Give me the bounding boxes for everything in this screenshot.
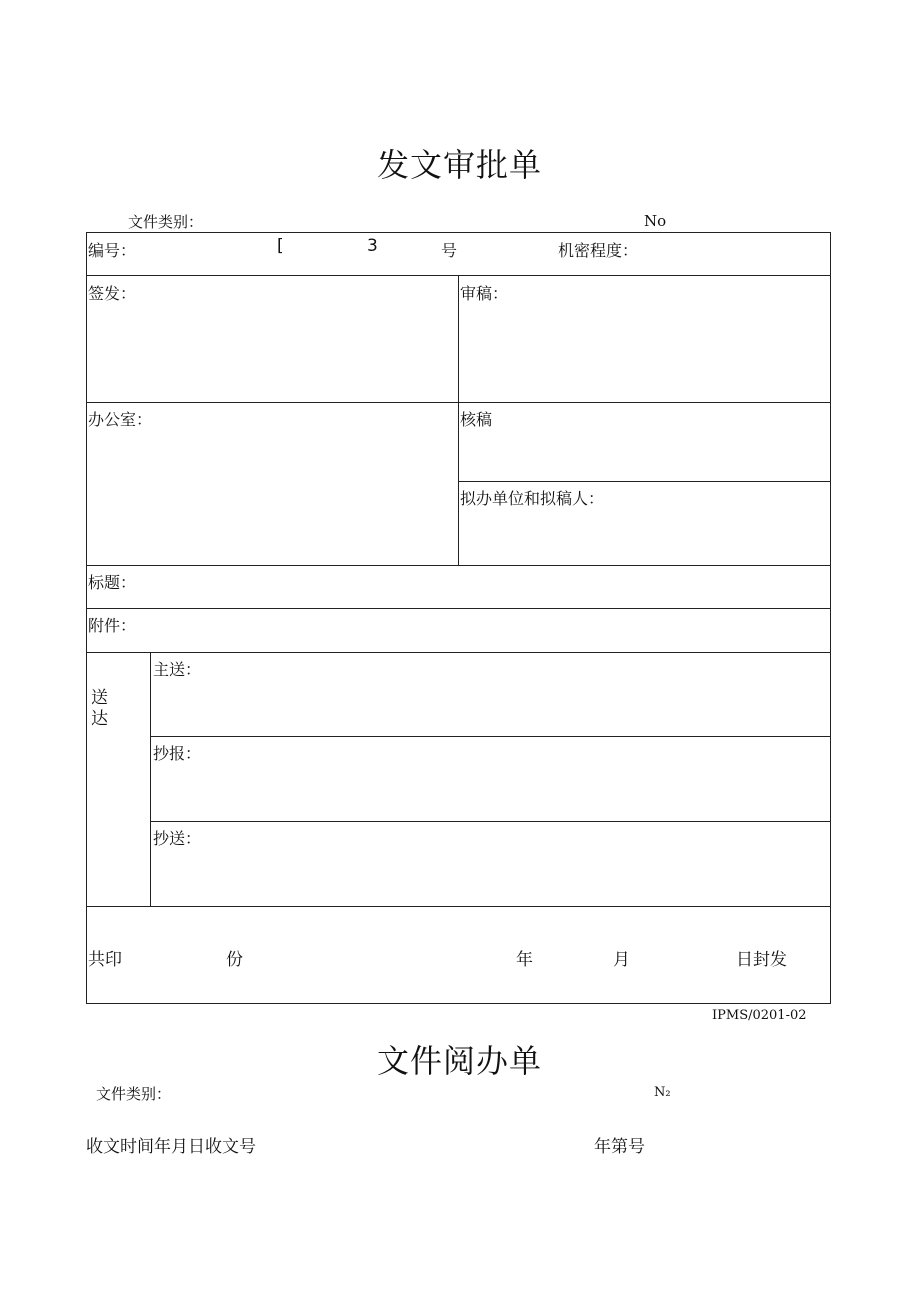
table-border-right: [830, 232, 831, 1004]
check-label: 核稿: [460, 410, 493, 429]
secrecy-label: 机密程度：: [558, 241, 639, 260]
month-label: 月: [613, 950, 630, 970]
sign-label: 签发：: [88, 284, 137, 303]
print-label: 共印: [88, 950, 122, 970]
row-divider: [86, 906, 831, 907]
day-sealed-label: 日封发: [736, 950, 787, 970]
year-label: 年: [516, 950, 533, 970]
number-bracket: [: [277, 236, 284, 256]
number-label: 编号：: [88, 241, 137, 260]
office-label: 办公室：: [88, 410, 153, 429]
file-type-label: 文件类别：: [128, 213, 204, 231]
row-divider: [86, 608, 831, 609]
column-divider: [150, 652, 151, 907]
year-no-label: 年第号: [594, 1137, 645, 1157]
copies-label: 份: [226, 950, 243, 970]
receive-time-line: 收文时间年月日收文号: [86, 1137, 256, 1157]
delivery-label-2: 达: [91, 709, 108, 729]
delivery-label-1: 送: [91, 688, 108, 708]
attachment-label: 附件：: [88, 616, 137, 635]
table-border-left: [86, 232, 87, 1004]
copy-to-label: 抄送：: [153, 829, 202, 848]
table-border-bottom: [86, 1003, 831, 1004]
serial-no-label-2: N₂: [654, 1085, 671, 1100]
subject-label: 标题：: [88, 573, 137, 592]
row-divider: [86, 652, 831, 653]
review-label: 审稿：: [460, 284, 509, 303]
form-code: IPMS/0201-02: [712, 1008, 807, 1023]
form1-title: 发文审批单: [377, 146, 543, 184]
report-to-label: 抄报：: [153, 744, 202, 763]
row-divider: [151, 821, 831, 822]
number-value: 3: [367, 236, 378, 256]
number-suffix: 号: [441, 241, 458, 260]
serial-no-label: No: [644, 212, 667, 230]
row-divider: [151, 736, 831, 737]
form2-title: 文件阅办单: [377, 1042, 543, 1080]
drafter-label: 拟办单位和拟稿人：: [460, 489, 605, 508]
file-type-label-2: 文件类别：: [96, 1085, 172, 1103]
row-divider: [458, 481, 831, 482]
column-divider: [458, 275, 459, 566]
main-to-label: 主送：: [153, 660, 202, 679]
table-border-top: [86, 232, 831, 233]
